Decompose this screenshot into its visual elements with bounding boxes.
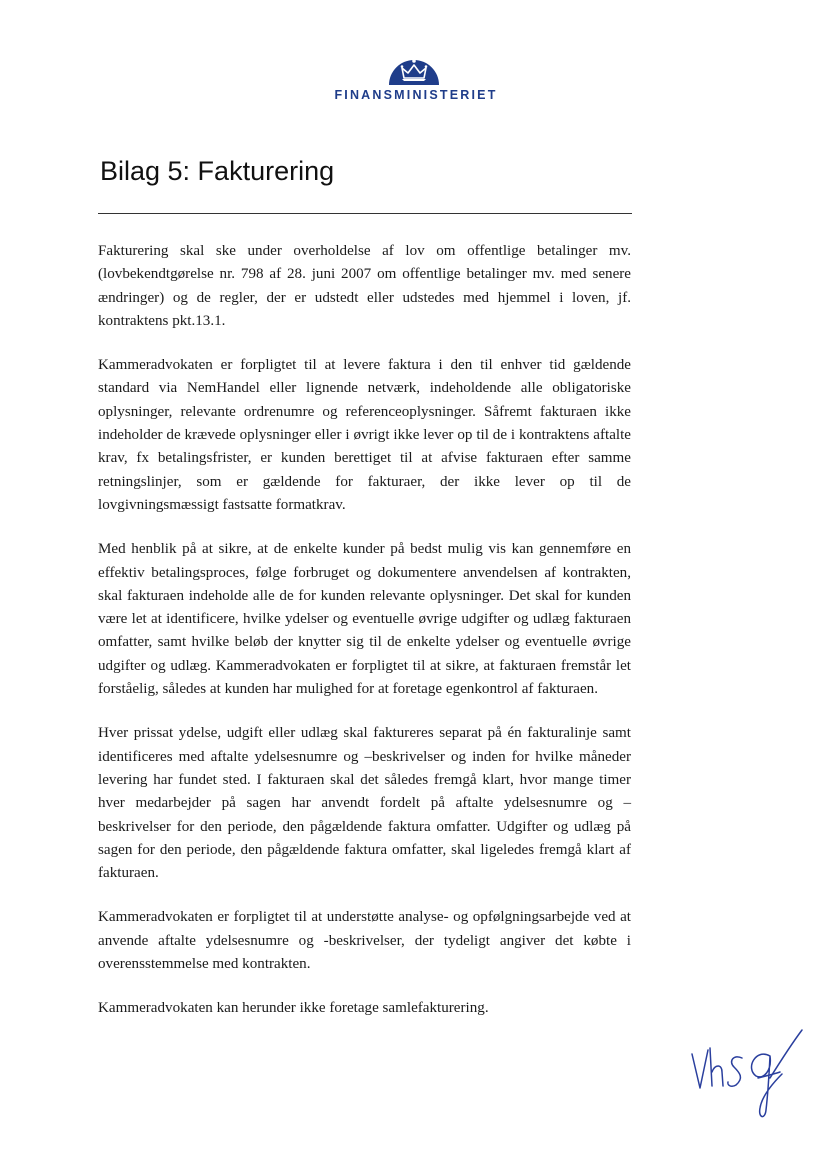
paragraph-invoice-content: Med henblik på at sikre, at de enkelte kunder på bedst mulig vis kan gennemføre en effektiv betalingsproces, følge forbruget og dokumentere anvendelsen af kontrakten, skal fakturaen indeholde alle de for kunden relevante oplysninger. Det skal for kunden være let at identificere, hvilke ydelser og eventuelle øvrige udgifter og udlæg fakturaen omfatter, samt hvilke beløb der knytter sig til de enkelte ydelser og eventuelle øvrige udgifter og udlæg. Kammeradvokaten er forpligtet til at sikre, at fakturaen fremstår let forståelig, således at kunden har mulighed for at foretage egenkontrol af fakturaen. — [98, 541, 631, 698]
paragraph-invoice-standard: Kammeradvokaten er forpligtet til at levere faktura i den til enhver tid gældende standard via NemHandel eller lignende netværk, indeholdende alle obligatoriske oplysninger, relevante ordrenumre og referenceoplysninger. Såfremt fakturaen ikke indeholder de krævede oplysninger eller i øvrigt ikke lever op til de i kontraktens aftalte krav, fx betalingsfrister, er kunden berettiget til at afvise fakturaen efter samme retningslinjer, som er gældende for fakturaer, der ikke lever op til de lovgivningsmæssigt fastsatte formatkrav. — [98, 357, 631, 513]
page-title: Bilag 5: Fakturering — [100, 156, 335, 186]
title-divider — [98, 213, 632, 214]
signature-icon — [690, 1028, 805, 1123]
paragraph-no-collective-invoicing: Kammeradvokaten kan herunder ikke foretage samlefakturering. — [98, 1000, 489, 1017]
crown-emblem-icon — [386, 52, 442, 86]
handwritten-signature — [690, 1028, 805, 1128]
ministry-logo — [0, 52, 828, 102]
paragraph-invoice-lines: Hver prissat ydelse, udgift eller udlæg skal faktureres separat på én fakturalinje samt identificeres med aftalte ydelsesnumre og –beskrivelser og inden for hvilke måneder levering har fundet sted. I fakturaen skal det således fremgå klart, hvor mange timer hver medarbejder på sagen har anvendt fordelt på aftalte ydelsesnumre og – beskrivelser for den periode, den pågældende faktura omfatter. Udgifter og udlæg på sagen for den periode, den pågældende faktura omfatter, skal ligeledes fremgå klart af fakturaen. — [98, 725, 631, 882]
paragraph-analysis-support: Kammeradvokaten er forpligtet til at understøtte analyse- og opfølgningsarbejde ved at anvende aftalte ydelsesnumre og -beskrivelser, der tydeligt angiver det købte i overensstemmelse med kontrakten. — [98, 909, 631, 973]
paragraph-invoicing-law: Fakturering skal ske under overholdelse af lov om offentlige betalinger mv. (lovbekendtgørelse nr. 798 af 28. juni 2007 om offentlige betalinger mv. med senere ændringer) og de regler, der er udstedt eller udstedes med hjemmel i loven, jf. kontraktens pkt.13.1. — [98, 243, 631, 329]
ministry-name: FINANSMINISTERIET — [334, 88, 498, 102]
document-body — [98, 240, 631, 1042]
